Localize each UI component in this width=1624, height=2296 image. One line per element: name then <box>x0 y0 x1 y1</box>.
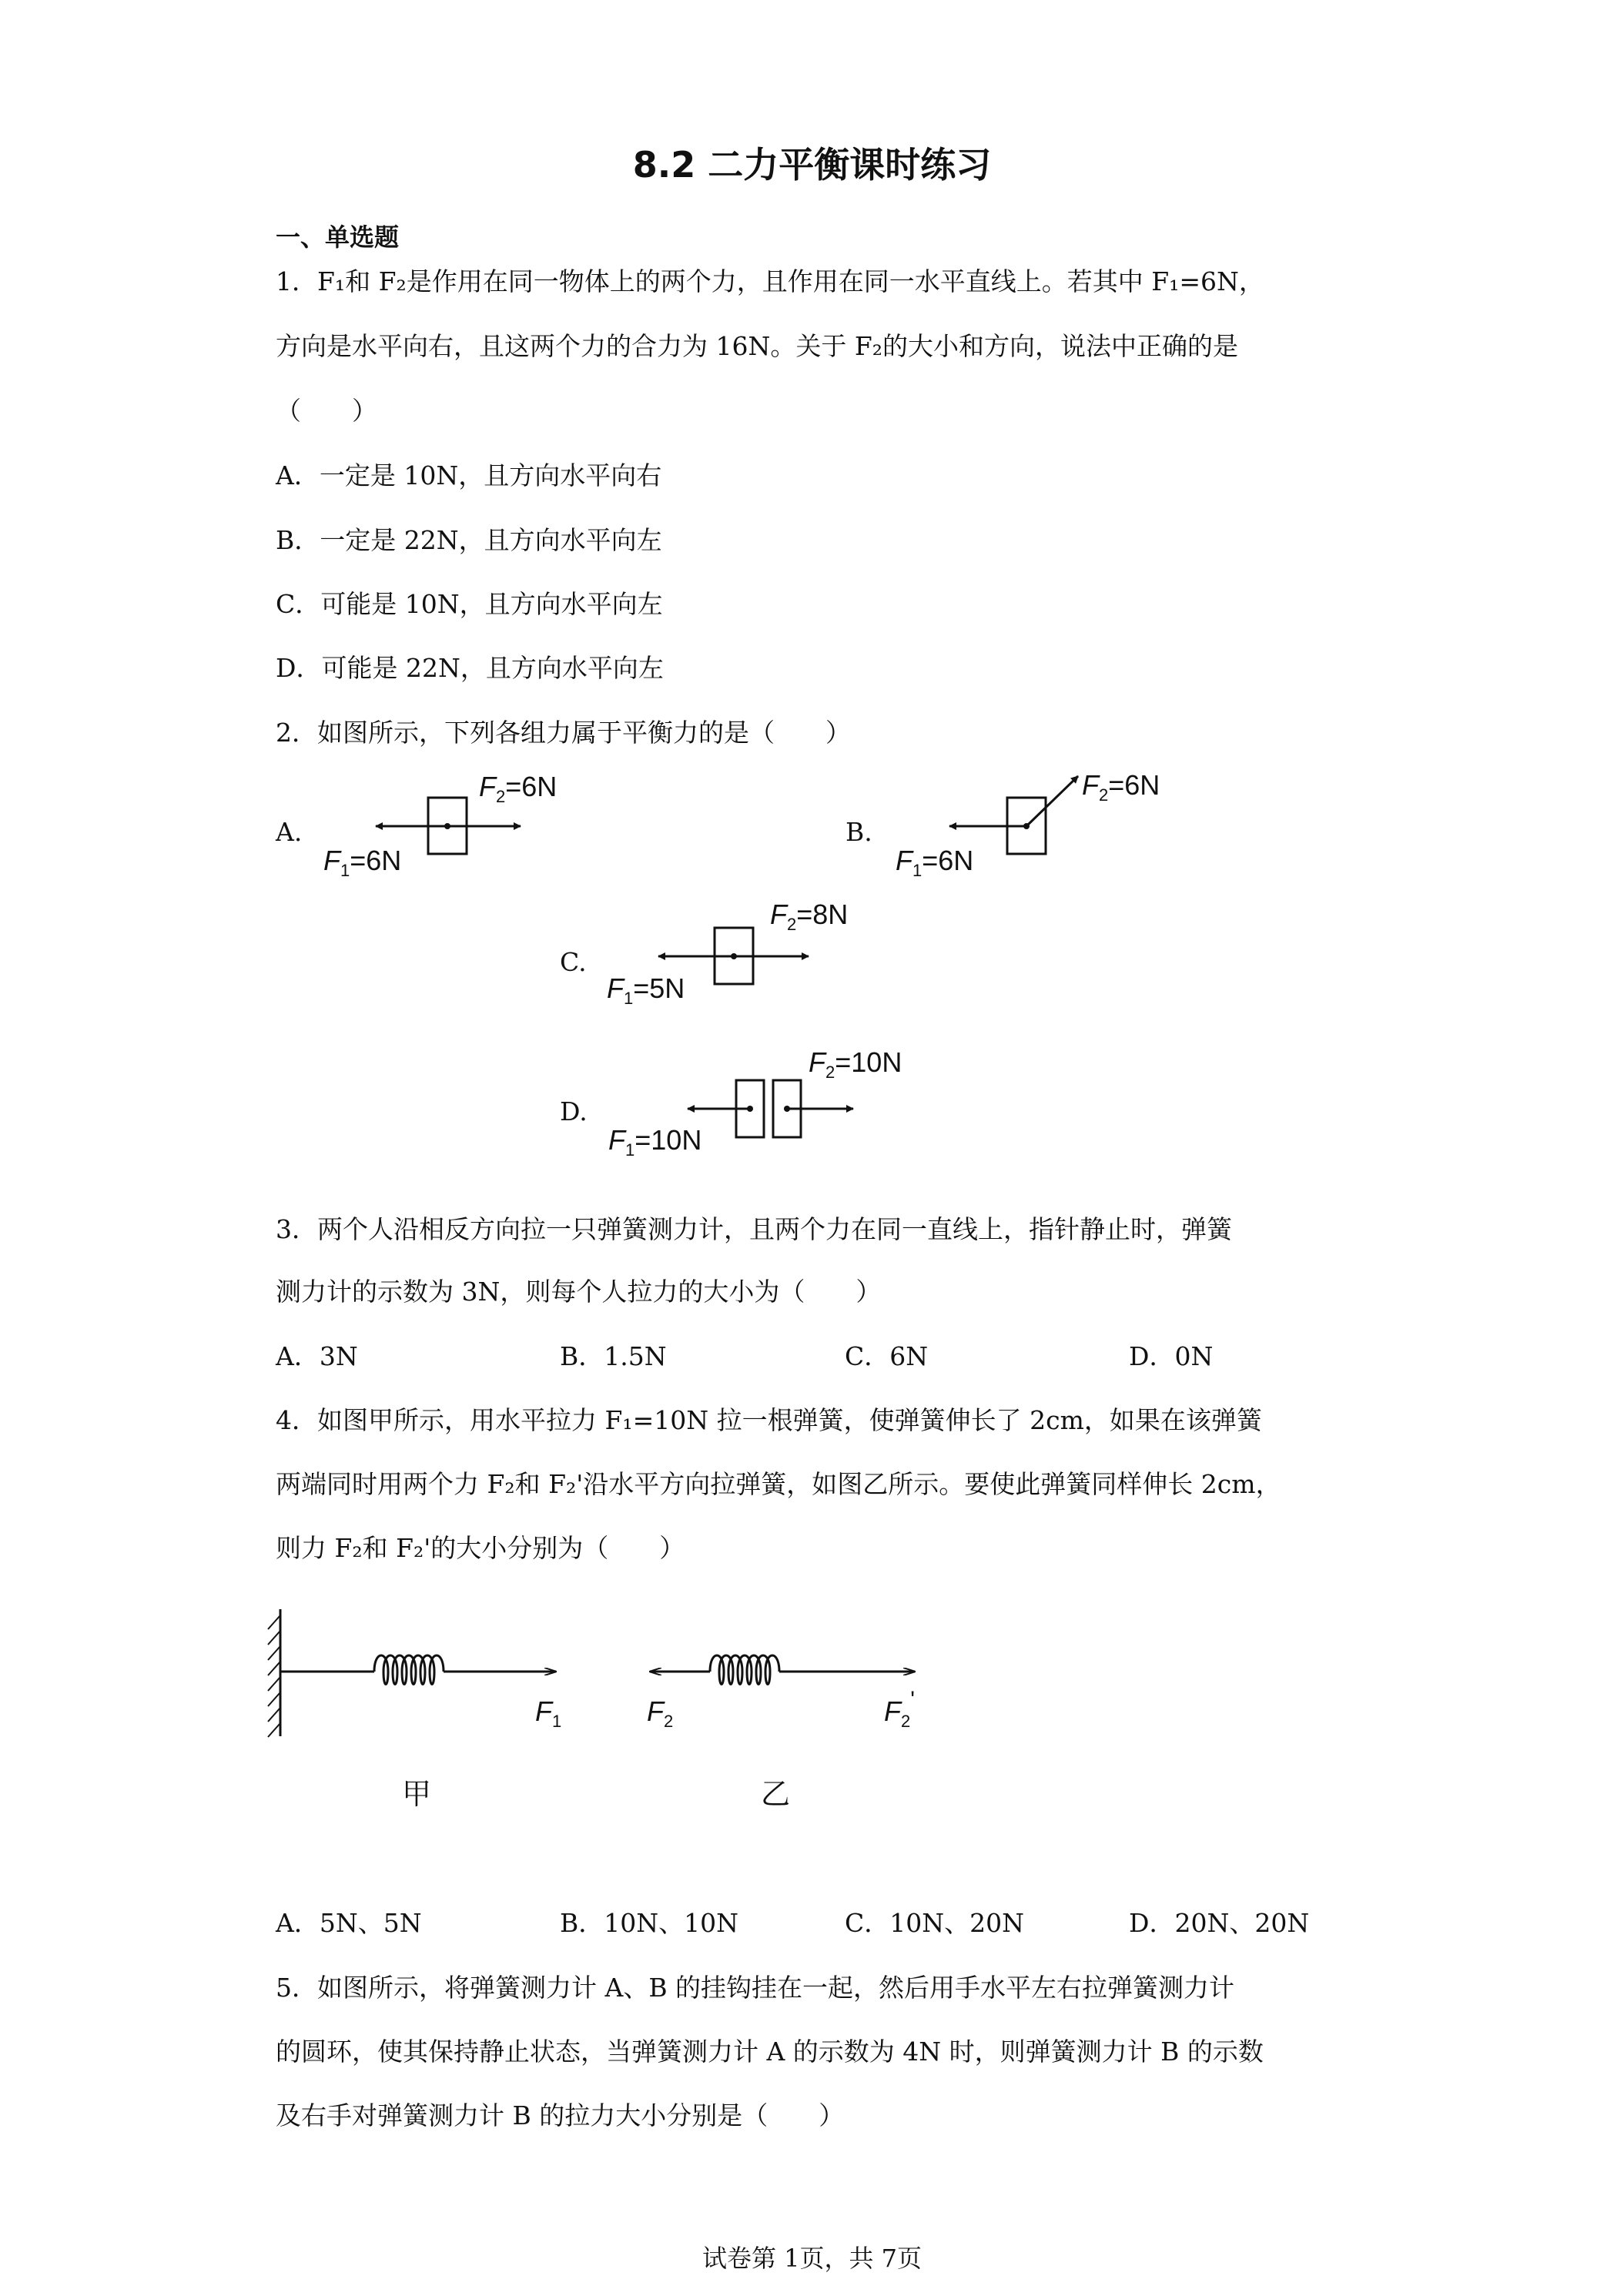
q4-f2-label: $F_2$ <box>647 1695 674 1731</box>
q4-option-a: A．5N、5N <box>276 1908 422 1938</box>
q2-b-point <box>1023 823 1030 829</box>
q4-option-d: D．20N、20N <box>1129 1908 1310 1938</box>
q3-line-2: 测力计的示数为 3N，则每个人拉力的大小为（ ） <box>276 1277 882 1307</box>
q1-option-d: D．可能是 22N，且方向水平向左 <box>276 653 664 683</box>
q2-d-f1-label: $F_1=10N$ <box>608 1124 702 1160</box>
q4-jia-spring <box>374 1655 444 1685</box>
q4-option-c: C．10N、20N <box>845 1908 1024 1938</box>
q2-option-a-label: A. <box>276 817 303 847</box>
q3-option-c: C．6N <box>845 1341 929 1371</box>
q4-line-3: 则力 F₂和 F₂'的大小分别为（ ） <box>276 1533 685 1563</box>
q2-option-b-label: B. <box>845 817 872 847</box>
q2-b-f2-arrow <box>1026 776 1078 826</box>
q3-option-d: D．0N <box>1129 1341 1214 1371</box>
q1-line-1: 1．F₁和 F₂是作用在同一物体上的两个力，且作用在同一水平直线上。若其中 F₁=6N， <box>276 266 1264 296</box>
section-heading: 一、单选题 <box>276 223 400 252</box>
q3-option-b: B．1.5N <box>560 1341 667 1371</box>
q4-jia-label: 甲 <box>402 1779 432 1811</box>
q2-c-point <box>731 953 737 959</box>
q4-yi-label: 乙 <box>761 1779 791 1811</box>
q3-option-a: A．3N <box>276 1341 358 1371</box>
q4-line-1: 4．如图甲所示，用水平拉力 F₁=10N 拉一根弹簧，使弹簧伸长了 2cm，如果在该弹簧 <box>276 1405 1262 1435</box>
q2-b-f1-label: $F_1=6N$ <box>896 845 974 880</box>
q2-d-point-right <box>784 1106 790 1112</box>
q5-line-2: 的圆环，使其保持静止状态，当弹簧测力计 A 的示数为 4N 时，则弹簧测力计 B 的示数 <box>276 2037 1264 2067</box>
q1-option-b: B．一定是 22N，且方向水平向左 <box>276 525 662 555</box>
q5-line-3: 及右手对弹簧测力计 B 的拉力大小分别是（ ） <box>276 2100 845 2130</box>
q4-yi-spring <box>710 1655 779 1685</box>
q2-b-f2-label: $F_2=6N$ <box>1082 769 1160 805</box>
q4-spring-diagram <box>262 1602 955 1832</box>
q2-option-d-label: D. <box>560 1096 588 1126</box>
q2-d-f2-label: $F_2=10N$ <box>809 1046 902 1082</box>
q2-a-f1-label: $F_1=6N$ <box>323 845 402 880</box>
q2-option-c-label: C. <box>560 947 587 977</box>
q4-f2p-label: $F_2'$ <box>884 1687 915 1731</box>
q2-c-f1-label: $F_1=5N$ <box>607 972 685 1008</box>
q4-line-2: 两端同时用两个力 F₂和 F₂'沿水平方向拉弹簧，如图乙所示。要使此弹簧同样伸长 2cm， <box>276 1469 1281 1499</box>
q4-f1-label: $F_1$ <box>535 1695 562 1731</box>
q4-wall-hatch <box>268 1615 280 1737</box>
q1-line-3: （ ） <box>276 396 377 426</box>
page-title: 8.2 二力平衡课时练习 <box>632 144 992 186</box>
q2-a-point <box>444 823 450 829</box>
q4-option-b: B．10N、10N <box>560 1908 738 1938</box>
q1-line-2: 方向是水平向右，且这两个力的合力为 16N。关于 F₂的大小和方向，说法中正确的是 <box>276 331 1238 361</box>
q2-a-f2-label: $F_2=6N$ <box>479 771 558 806</box>
q3-line-1: 3．两个人沿相反方向拉一只弹簧测力计，且两个力在同一直线上，指针静止时，弹簧 <box>276 1214 1232 1244</box>
q1-option-c: C．可能是 10N，且方向水平向左 <box>276 589 663 619</box>
q2-d-point-left <box>747 1106 753 1112</box>
q2-c-f2-label: $F_2=8N$ <box>770 899 849 934</box>
q5-line-1: 5．如图所示，将弹簧测力计 A、B 的挂钩挂在一起，然后用手水平左右拉弹簧测力计 <box>276 1973 1235 2003</box>
q1-option-a: A．一定是 10N，且方向水平向右 <box>276 460 662 490</box>
q2-stem: 2．如图所示，下列各组力属于平衡力的是（ ） <box>276 718 851 748</box>
page-footer: 试卷第 1页，共 7页 <box>702 2244 922 2273</box>
